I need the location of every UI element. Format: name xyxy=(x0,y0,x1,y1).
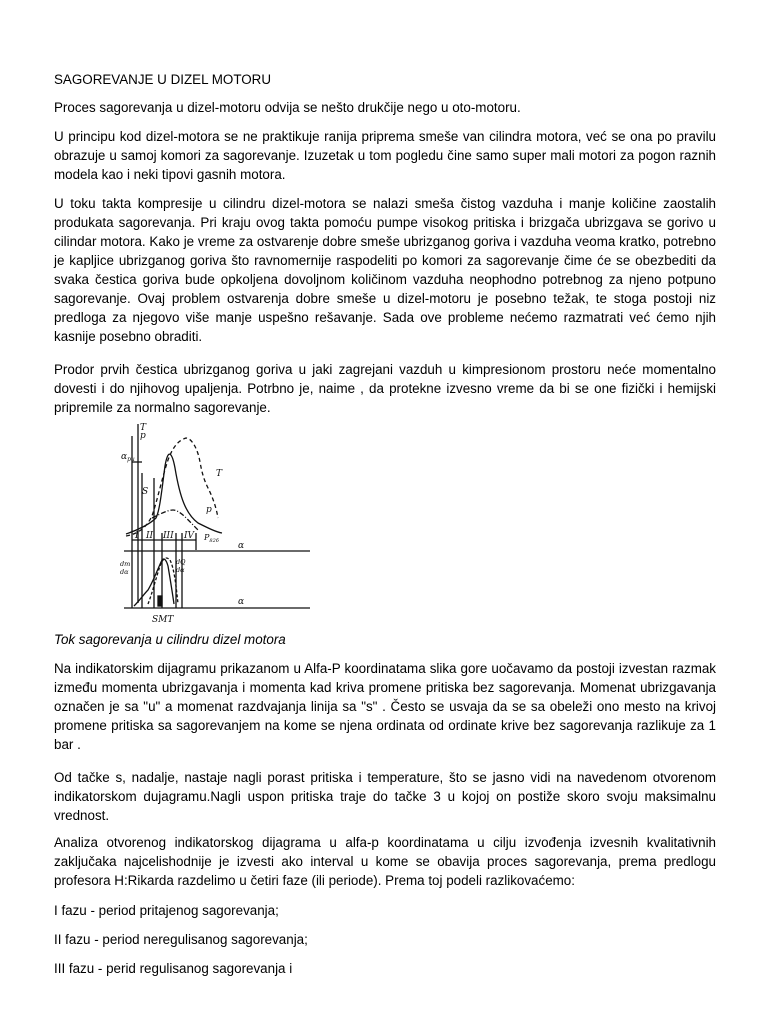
label-alpha-axis-bottom: α xyxy=(238,597,245,607)
label-p-axis: p xyxy=(140,431,146,441)
temperature-curve xyxy=(126,438,218,536)
label-T-axis: T xyxy=(140,423,147,433)
compression-curve xyxy=(152,510,198,530)
combustion-diagram xyxy=(118,418,314,628)
label-phase-III: III xyxy=(163,531,174,541)
combustion-diagram-figure xyxy=(118,418,314,628)
label-p-curve: p xyxy=(206,505,212,515)
label-alpha-pu: $\alpha_{pu}$ xyxy=(121,452,135,463)
phase-item-3: III fazu - perid regulisanog sagorevanja i xyxy=(54,961,293,976)
paragraph-compression: U toku takta kompresije u cilindru dizel-motora se nalazi smeša čistog vazduha i manje količine zaostalih produkata sagorevanja. Pri kraju ovog takta pomoću pumpe visokog pritiska i brizgača ubrizgava se gorivo u cilindar motora. Kako je vreme za ostvarenje dobre smeše ubrizganog goriva i vazduha veoma kratko, potrebno je kapljice ubrizganog goriva što ravnomernije raspodeliti po komori za sagorevanje čime će se obezbediti da svaka čestica goriva bude opkoljena dovoljnom količinom vazduha neophodno potrebnog za njeno potpuno sagorevanje. Ovaj problem ostvarenja dobre smeše u dizel-motoru je posebno težak, te stoga postoji niz predloga za njegovo više manje uspešno rešavanje. Sada ove probleme nećemo razmatrati već ćemo njih kasnije posebno obraditi. xyxy=(54,196,716,344)
paragraph-intro: Proces sagorevanja u dizel-motoru odvija se nešto drukčije nego u oto-motoru. xyxy=(54,100,521,115)
phase-item-1: I fazu - period pritajenog sagorevanja; xyxy=(54,903,279,918)
label-s: S xyxy=(142,487,149,497)
label-dm: dm xyxy=(120,560,131,568)
paragraph-indicator-diagram: Na indikatorskim dijagramu prikazanom u Alfa-P koordinatama slika gore uočavamo da postoji izvestan razmak između momenta ubrizgavanja i momenta kad kriva promene pritiska bez sagorevanja. Momenat ubrizgavanja označen je sa "u" a momenat razdvajanja linija sa "s" . Često se usvaja da se sa obeleži ono mesto na krivoj promene pritiska sa sagorevanjem na kome se njena ordinata od ordinate krive bez sagorevanja razlikuje za 1 bar . xyxy=(54,661,716,752)
paragraph-principle: U principu kod dizel-motora se ne praktikuje ranija priprema smeše van cilindra motora, već se ona po pravilu obrazuje u samoj komori za sagorevanje. Izuzetak u tom pogledu čine samo super mali motori za pogon raznih modela kao i neki tipovi gasnih motora. xyxy=(54,129,716,182)
label-alpha-axis-top: α xyxy=(238,541,245,551)
label-phase-IV: IV xyxy=(184,531,195,541)
phase-item-2: II fazu - period neregulisanog sagorevanja; xyxy=(54,932,308,947)
paragraph-analysis: Analiza otvorenog indikatorskog dijagrama u alfa-p koordinatama u cilju izvođenja izvesnih kvalitativnih zaključaka najcelishodnije je izvesti ako interval u kome se obavija proces sagorevanja, prema predlogu profesora H:Rikarda razdelimo u četiri faze (ili periode). Prema toj podeli razlikovaćemo: xyxy=(54,835,716,888)
label-T-curve: T xyxy=(216,469,223,479)
label-phase-I: I xyxy=(135,531,139,541)
paragraph-pressure-rise: Od tačke s, nadalje, nastaje nagli porast pritiska i temperature, što se jasno vidi na navedenom otvorenom indikatorskom dujagramu.Nagli uspon pritiska traje do tačke 3 u kojoj on postiže skoro svoju maksimalnu vrednost. xyxy=(54,770,716,823)
pressure-curve xyxy=(126,454,222,534)
paragraph-ignition-delay: Prodor prvih čestica ubrizganog goriva u jaki zagrejani vazduh u kimpresionom prostoru neće momentalno dovesti i do njihovog upaljenja. Potrbno je, naime , da protekne izvesno vreme da bi se one fizički i hemijski pripremile za normalno sagorevanje. xyxy=(54,362,716,415)
label-dq-den: dα xyxy=(176,566,185,574)
label-phase-II: II xyxy=(146,531,154,541)
figure-caption: Tok sagorevanja u cilindru dizel motora xyxy=(54,632,286,647)
label-dm-den: dα xyxy=(120,568,129,576)
document-title: SAGOREVANJE U DIZEL MOTORU xyxy=(54,72,272,87)
smt-marker xyxy=(158,596,162,606)
label-p-sub: $P_{82б}$ xyxy=(204,533,219,544)
label-dq: dQ xyxy=(176,558,186,566)
label-smt: SMT xyxy=(152,615,174,625)
